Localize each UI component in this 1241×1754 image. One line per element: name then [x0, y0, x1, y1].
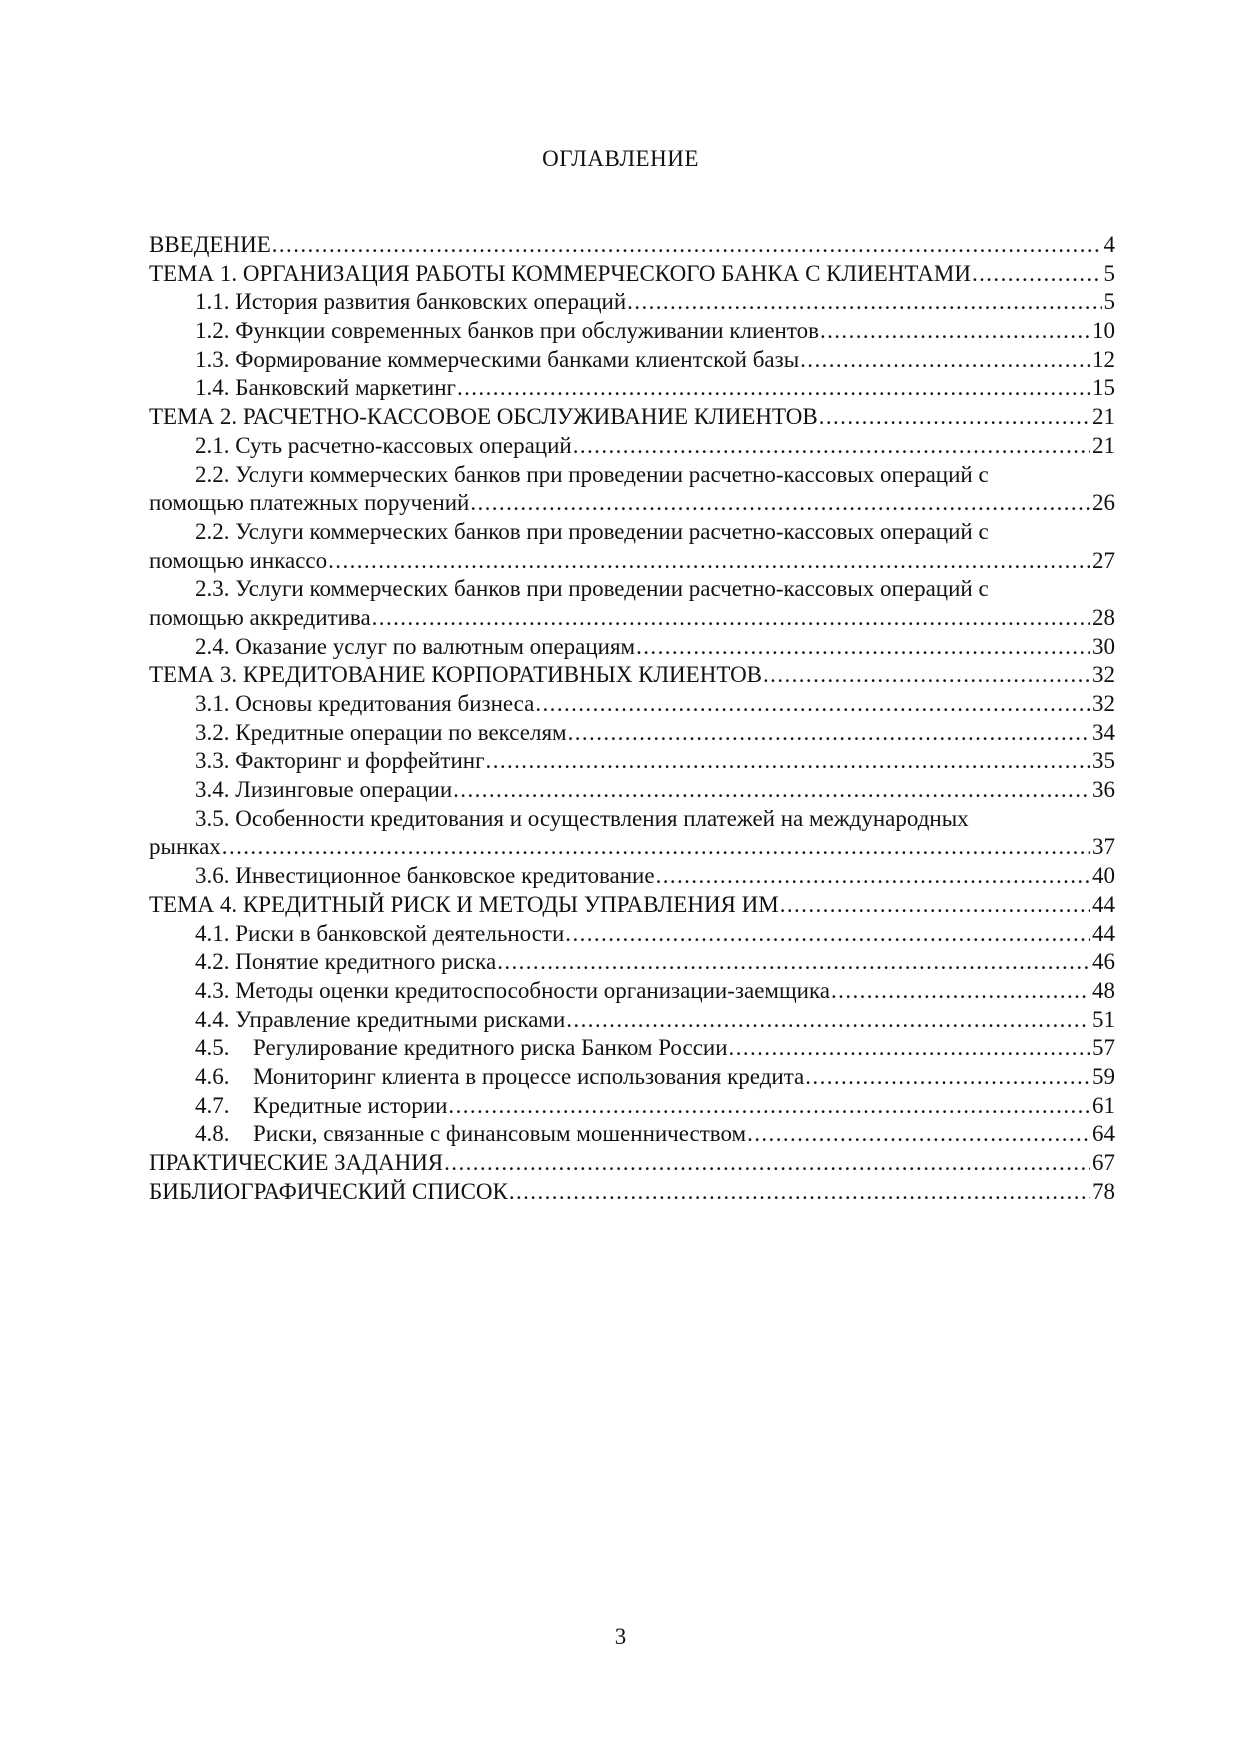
dot-leader — [448, 1092, 1090, 1121]
dot-leader — [535, 690, 1090, 719]
toc-entry-label-line1: 3.5. Особенности кредитования и осуществления платежей на международных — [195, 805, 969, 831]
toc-entry-label: Регулирование кредитного риска Банком России — [253, 1035, 728, 1061]
toc-entry-page: 64 — [1092, 1121, 1115, 1147]
toc-entry-4-4[interactable] — [149, 1006, 1115, 1035]
toc-entry-3-5[interactable] — [149, 805, 1115, 862]
toc-entry-2-2b[interactable] — [149, 518, 1115, 575]
toc-entry-page: 10 — [1092, 318, 1115, 344]
toc-entry-page: 21 — [1092, 404, 1115, 430]
dot-leader — [820, 317, 1090, 346]
toc-entry-page: 12 — [1092, 346, 1115, 372]
toc-entry-1-1[interactable] — [149, 288, 1115, 317]
toc-entry-page: 35 — [1092, 748, 1115, 774]
toc-entry-page: 46 — [1092, 949, 1115, 975]
toc-entry-label: ТЕМА 3. КРЕДИТОВАНИЕ КОРПОРАТИВНЫХ КЛИЕНТОВ — [149, 662, 763, 688]
toc-entry-page: 36 — [1092, 777, 1115, 803]
dot-leader — [565, 920, 1090, 949]
page-title: ОГЛАВЛЕНИЕ — [542, 146, 699, 171]
toc-entry-label: 3.2. Кредитные операции по векселям — [195, 719, 567, 745]
toc-entry-label: ПРАКТИЧЕСКИЕ ЗАДАНИЯ — [149, 1150, 444, 1175]
dot-leader — [627, 288, 1101, 317]
dot-leader — [972, 260, 1102, 289]
toc-entry-1-4[interactable] — [149, 374, 1115, 403]
toc-entry-page: 5 — [1103, 289, 1115, 315]
dot-leader — [328, 547, 1090, 576]
toc-entry-label-line2: помощью аккредитива — [149, 604, 371, 630]
toc-entry-intro[interactable] — [149, 231, 1115, 260]
toc-entry-label-line2: помощью платежных поручений — [149, 490, 470, 516]
dot-leader — [747, 1120, 1090, 1149]
toc-entry-label-line2: помощью инкассо — [149, 547, 328, 573]
toc-entry-2-3[interactable] — [149, 575, 1115, 632]
toc-entry-label: БИБЛИОГРАФИЧЕСКИЙ СПИСОК — [149, 1178, 508, 1204]
toc-entry-page: 15 — [1092, 375, 1115, 401]
toc-entry-label: ТЕМА 2. РАСЧЕТНО-КАССОВОЕ ОБСЛУЖИВАНИЕ КЛИЕНТОВ — [149, 404, 818, 430]
toc-entry-page: 32 — [1092, 662, 1115, 688]
toc-entry-label: 2.1. Суть расчетно-кассовых операций — [195, 432, 572, 458]
dot-leader — [780, 891, 1090, 920]
dot-leader — [656, 862, 1090, 891]
toc-entry-page: 26 — [1092, 490, 1115, 516]
dot-leader — [372, 604, 1090, 633]
toc-entry-label: 1.4. Банковский маркетинг — [195, 375, 456, 401]
toc-entry-page: 48 — [1092, 977, 1115, 1003]
toc-entry-4-5[interactable] — [149, 1034, 1115, 1063]
toc-entry-page: 40 — [1092, 863, 1115, 889]
toc-entry-label: Мониторинг клиента в процессе использования кредита — [253, 1063, 805, 1089]
toc-entry-label: 2.4. Оказание услуг по валютным операциям — [195, 633, 636, 659]
toc-entry-page: 4 — [1103, 232, 1115, 257]
toc-entry-label: 4.4. Управление кредитными рисками — [195, 1006, 566, 1032]
toc-entry-label-line1: 2.2. Услуги коммерческих банков при проведении расчетно-кассовых операций с — [195, 461, 989, 487]
page-number: 3 — [614, 1624, 627, 1649]
toc-entry-page: 51 — [1092, 1006, 1115, 1032]
toc-entry-2-4[interactable] — [149, 633, 1115, 662]
dot-leader — [509, 1178, 1090, 1207]
toc-entry-page: 21 — [1092, 432, 1115, 458]
toc-entry-label: ТЕМА 1. ОРГАНИЗАЦИЯ РАБОТЫ КОММЕРЧЕСКОГО БАНКА С КЛИЕНТАМИ — [149, 260, 971, 286]
dot-leader — [470, 489, 1090, 518]
toc-entry-label: 4.2. Понятие кредитного риска — [195, 949, 497, 975]
dot-leader — [819, 403, 1090, 432]
toc-entry-3-3[interactable] — [149, 747, 1115, 776]
dot-leader — [763, 661, 1090, 690]
dot-leader — [444, 1149, 1090, 1178]
toc-entry-topic-1[interactable] — [149, 260, 1115, 289]
toc-entry-label: 4.3. Методы оценки кредитоспособности организации-заемщика — [195, 977, 831, 1003]
dot-leader — [729, 1034, 1090, 1063]
toc-entry-label: ВВЕДЕНИЕ — [149, 232, 271, 257]
toc-entry-number: 4.8. — [195, 1121, 230, 1147]
toc-entry-1-2[interactable] — [149, 317, 1115, 346]
toc-entry-label-line1: 2.3. Услуги коммерческих банков при проведении расчетно-кассовых операций с — [195, 576, 989, 602]
toc-entry-label: Риски, связанные с финансовым мошенничеством — [253, 1121, 747, 1147]
table-of-contents — [149, 231, 1115, 1206]
toc-entry-label: 1.1. История развития банковских операций — [195, 289, 627, 315]
toc-entry-page: 59 — [1092, 1063, 1115, 1089]
toc-entry-label: 1.2. Функции современных банков при обслуживании клиентов — [195, 318, 819, 344]
toc-entry-page: 27 — [1092, 547, 1115, 573]
toc-entry-page: 37 — [1092, 834, 1115, 860]
toc-entry-label: 3.3. Факторинг и форфейтинг — [195, 748, 485, 774]
toc-entry-label: 3.6. Инвестиционное банковское кредитование — [195, 863, 655, 889]
toc-entry-bibliography[interactable] — [149, 1178, 1115, 1207]
toc-entry-page: 67 — [1092, 1150, 1115, 1175]
toc-entry-label: ТЕМА 4. КРЕДИТНЫЙ РИСК И МЕТОДЫ УПРАВЛЕНИЯ ИМ — [149, 891, 779, 917]
dot-leader — [222, 833, 1090, 862]
toc-entry-number: 4.7. — [195, 1092, 230, 1118]
toc-entry-topic-2[interactable] — [149, 403, 1115, 432]
toc-entry-2-2a[interactable] — [149, 461, 1115, 518]
dot-leader — [568, 719, 1090, 748]
toc-entry-label-line1: 2.2. Услуги коммерческих банков при проведении расчетно-кассовых операций с — [195, 518, 989, 544]
toc-entry-page: 32 — [1092, 691, 1115, 716]
toc-entry-page: 5 — [1103, 260, 1115, 286]
toc-entry-label-line2: рынках — [149, 834, 221, 860]
toc-entry-number: 4.6. — [195, 1063, 230, 1089]
toc-entry-label: 1.3. Формирование коммерческими банками клиентской базы — [195, 346, 800, 372]
dot-leader — [272, 231, 1102, 260]
toc-entry-page: 28 — [1092, 604, 1115, 630]
toc-entry-page: 78 — [1092, 1178, 1115, 1204]
dot-leader — [800, 346, 1090, 375]
toc-entry-3-4[interactable] — [149, 776, 1115, 805]
toc-entry-1-3[interactable] — [149, 346, 1115, 375]
dot-leader — [497, 948, 1090, 977]
toc-entry-topic-3[interactable] — [149, 661, 1115, 690]
toc-entry-4-2[interactable] — [149, 948, 1115, 977]
toc-entry-page: 57 — [1092, 1035, 1115, 1061]
dot-leader — [486, 747, 1090, 776]
dot-leader — [457, 374, 1090, 403]
toc-entry-2-1[interactable] — [149, 432, 1115, 461]
toc-entry-label: 4.1. Риски в банковской деятельности — [195, 920, 565, 946]
toc-entry-4-7[interactable] — [149, 1092, 1115, 1121]
toc-entry-3-6[interactable] — [149, 862, 1115, 891]
toc-entry-4-3[interactable] — [149, 977, 1115, 1006]
toc-entry-label: 3.1. Основы кредитования бизнеса — [195, 691, 535, 716]
toc-entry-page: 34 — [1092, 719, 1115, 745]
toc-entry-number: 4.5. — [195, 1035, 230, 1061]
toc-entry-page: 30 — [1092, 633, 1115, 659]
toc-entry-3-2[interactable] — [149, 719, 1115, 748]
toc-entry-4-1[interactable] — [149, 920, 1115, 949]
toc-entry-topic-4[interactable] — [149, 891, 1115, 920]
toc-entry-3-1[interactable] — [149, 690, 1115, 719]
toc-entry-page: 44 — [1092, 920, 1115, 946]
toc-entry-label: Кредитные истории — [253, 1092, 448, 1118]
toc-entry-label: 3.4. Лизинговые операции — [195, 777, 453, 803]
toc-entry-page: 44 — [1092, 891, 1115, 917]
dot-leader — [573, 432, 1090, 461]
dot-leader — [636, 633, 1090, 662]
dot-leader — [831, 977, 1090, 1006]
toc-entry-practical-tasks[interactable] — [149, 1149, 1115, 1178]
toc-entry-page: 61 — [1092, 1092, 1115, 1118]
dot-leader — [566, 1006, 1090, 1035]
toc-entry-4-6[interactable] — [149, 1063, 1115, 1092]
toc-entry-4-8[interactable] — [149, 1120, 1115, 1149]
dot-leader — [453, 776, 1090, 805]
dot-leader — [805, 1063, 1090, 1092]
